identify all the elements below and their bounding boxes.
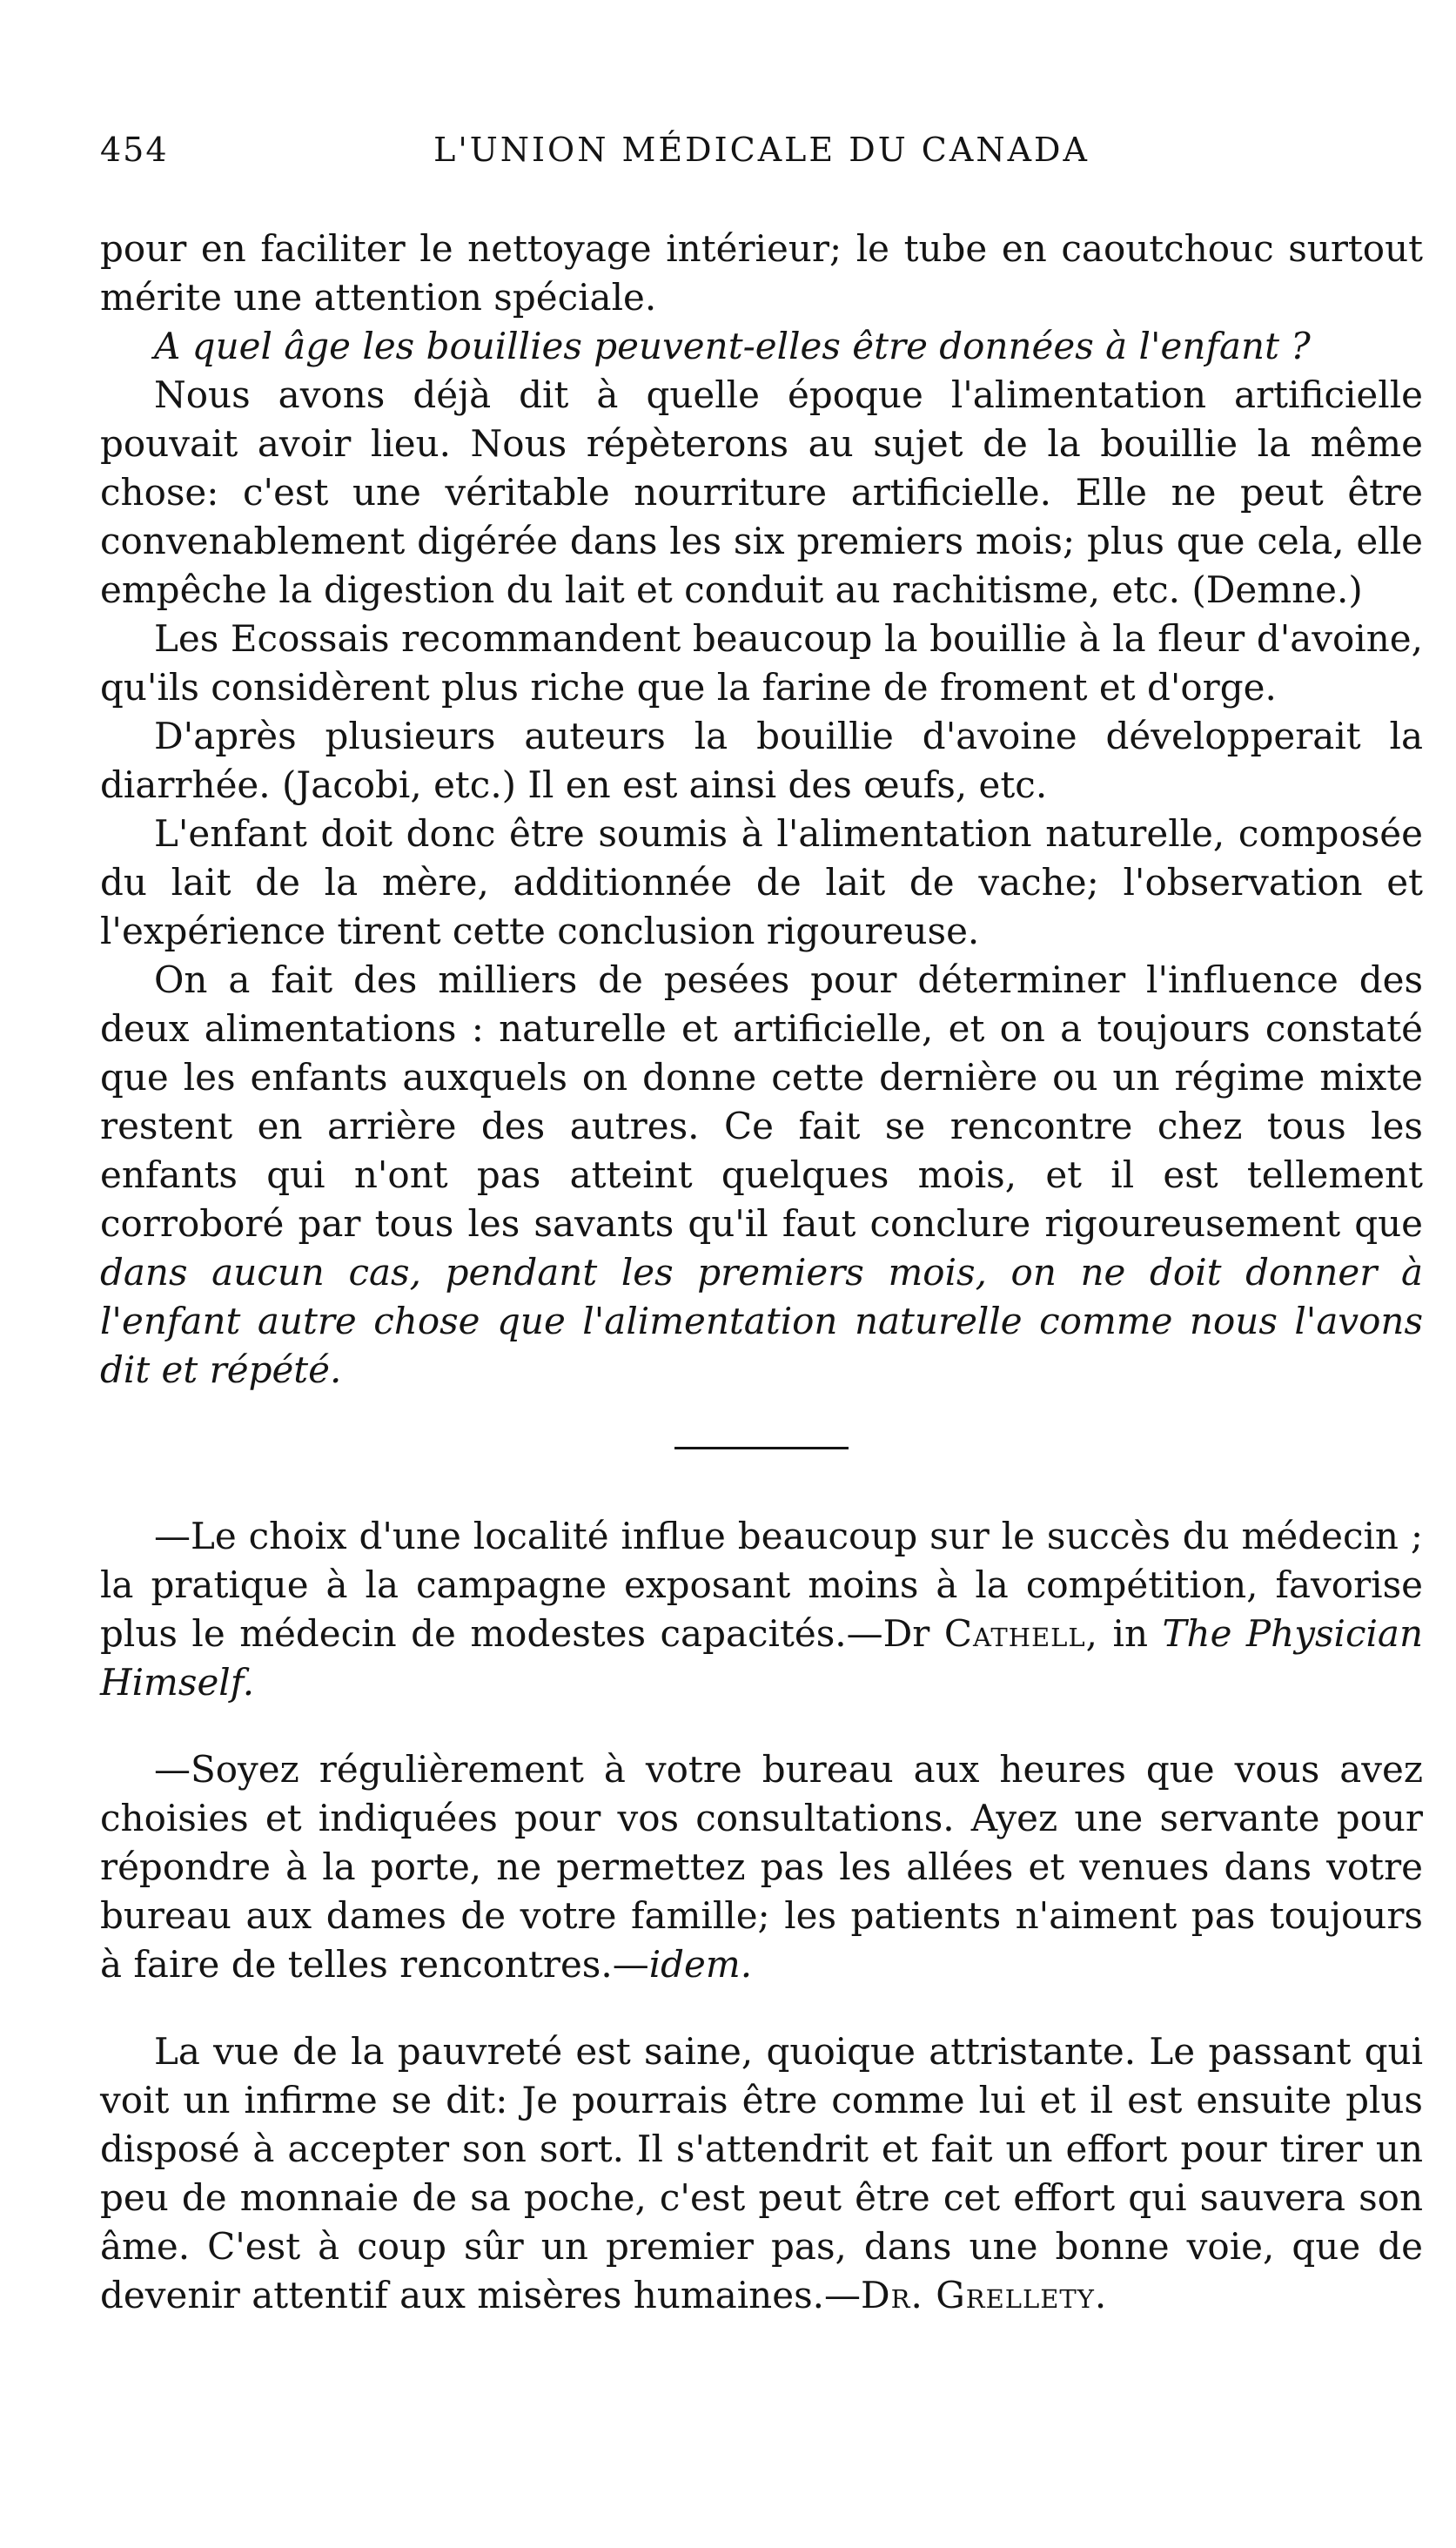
journal-title: L'UNION MÉDICALE DU CANADA [433, 131, 1090, 169]
note-poverty-text: La vue de la pauvreté est saine, quoique attristante. Le passant qui voit un infirme se dit: Je pourrais être comme lui et il est ensuite plus disposé à accepter son sort. Il s'attendrit et fait un effort pour tirer un peu de monnaie de sa poche, c'est peut être cet effort qui sauvera son âme. C'est à coup sûr un premier pas, dans une bonne voie, que de devenir attentif aux misères humaines.— [100, 2030, 1423, 2316]
note-locality-text: —Le choix d'une localité influe beaucoup sur le succès du médecin ; la pratique à la campagne exposant moins à la compétition, favorise plus le médecin de modestes capacités.—Dr [100, 1515, 1423, 1655]
note-gap [100, 1707, 1423, 1745]
note-office-hours [100, 1745, 1423, 1989]
paragraph-natural-feeding: L'enfant doit donc être soumis à l'alimentation naturelle, composée du lait de la mère, additionnée de lait de vache; l'observation et l'expérience tirent cette conclusion rigoureuse. [100, 812, 1423, 952]
paragraph-conclusion [100, 956, 1423, 1395]
page-number: 454 [100, 131, 169, 169]
running-head [100, 131, 1423, 183]
note-locality-author: Cathell, [943, 1612, 1099, 1655]
paragraph-diarrhea: D'après plusieurs auteurs la bouillie d'avoine développerait la diarrhée. (Jacobi, etc.) Il en est ainsi des œufs, etc. [100, 715, 1423, 806]
paragraph-scottish-oats: Les Ecossais recommandent beaucoup la bouillie à la fleur d'avoine, qu'ils considèrent plus riche que la farine de froment et d'orge. [100, 617, 1423, 709]
note-poverty-author: Dr. Grellety. [860, 2274, 1108, 2316]
paragraph-artificial-feeding: Nous avons déjà dit à quelle époque l'alimentation artificielle pouvait avoir lieu. Nous répèterons au sujet de la bouillie la même chose: c'est une véritable nourriture artificielle. Elle ne peut être convenablement digérée dans les six premiers mois; plus que cela, elle empêche la digestion du lait et conduit au rachitisme, etc. (Demne.) [100, 373, 1423, 611]
article-body [100, 225, 1423, 2320]
conclusion-roman-text: On a fait des milliers de pesées pour déterminer l'influence des deux alimentations : naturelle et artificielle, et on a toujours constaté que les enfants auxquels on donne cette dernière ou un régime mixte restent en arrière des autres. Ce fait se rencontre chez tous les enfants qui n'ont pas atteint quelques mois, et il est tellement corroboré par tous les savants qu'il faut conclure rigoureusement que [100, 958, 1423, 1245]
note-office-hours-text: —Soyez régulièrement à votre bureau aux heures que vous avez choisies et indiquées pour vos consultations. Ayez une servante pour répondre à la porte, ne permettez pas les allées et venues dans votre bureau aux dames de votre famille; les patients n'aiment pas toujours à faire de telles rencontres.— [100, 1748, 1423, 1986]
note-locality-in: in [1112, 1612, 1149, 1655]
page [100, 131, 1423, 2320]
note-locality-source: The Physician Himself. [100, 1612, 1423, 1704]
paragraph-continuation: pour en faciliter le nettoyage intérieur; le tube en caoutchouc surtout mérite une attention spéciale. [100, 227, 1423, 319]
note-office-hours-source: idem. [648, 1943, 753, 1986]
note-poverty [100, 2027, 1423, 2320]
note-gap [100, 1989, 1423, 2027]
conclusion-italic-text: dans aucun cas, pendant les premiers mois, on ne doit donner à l'enfant autre chose que l'alimentation naturelle comme nous l'avons dit et répété. [100, 1251, 1423, 1391]
section-divider [674, 1447, 849, 1449]
note-locality [100, 1512, 1423, 1707]
section-question-heading: A quel âge les bouillies peuvent-elles être données à l'enfant ? [154, 325, 1311, 367]
